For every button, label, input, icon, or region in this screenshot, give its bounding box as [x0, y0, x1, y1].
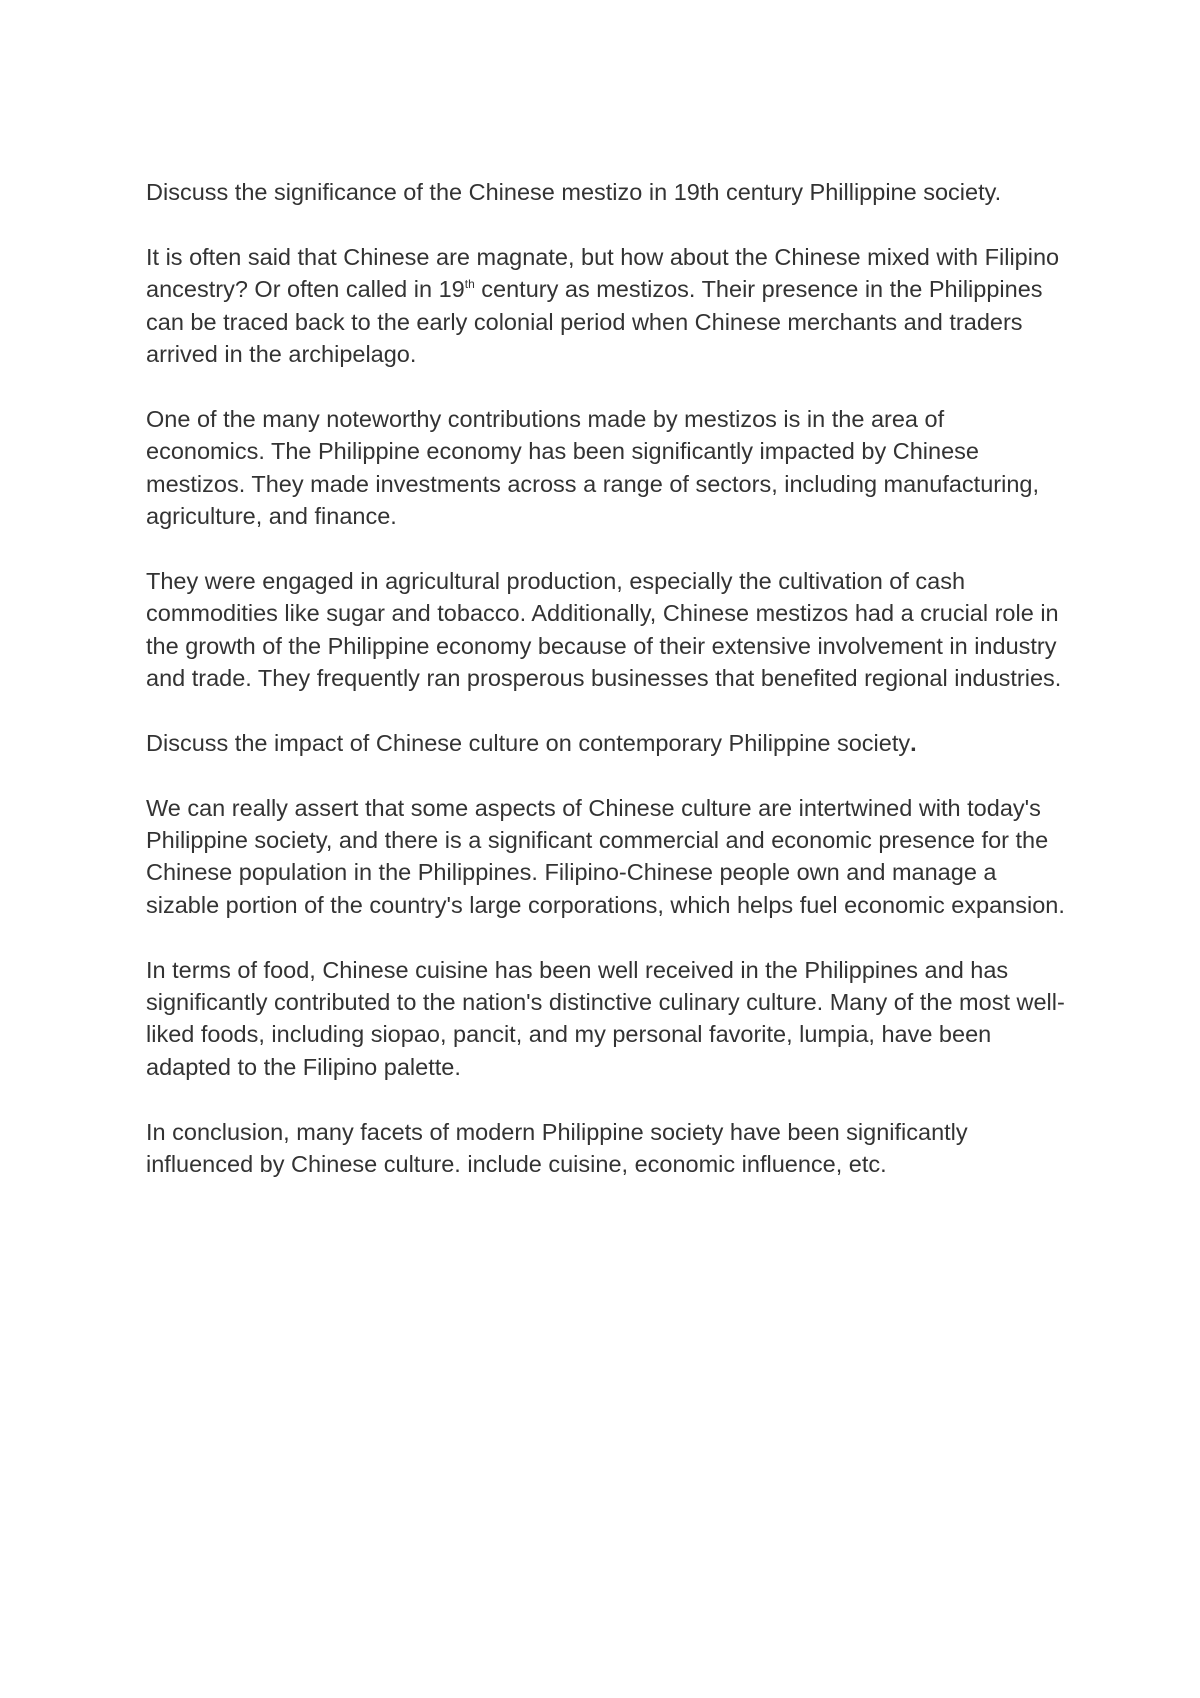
question-heading-2	[146, 727, 1066, 759]
paragraph-intro-text-cont: century as mestizos. Their presence in the Philippines can be traced back to the early colonial period when Chinese merchants and traders arrived in the archipelago.	[146, 276, 1043, 368]
document-body	[146, 176, 1066, 1213]
paragraph-food: In terms of food, Chinese cuisine has been well received in the Philippines and has significantly contributed to the nation's distinctive culinary culture. Many of the most well-liked foods, including siopao, pancit, and my personal favorite, lumpia, have been adapted to the Filipino palette.	[146, 956, 1065, 1080]
paragraph-conclusion: In conclusion, many facets of modern Philippine society have been significantly influenced by Chinese culture. include cuisine, economic influence, etc.	[146, 1118, 968, 1178]
question-heading-1: Discuss the significance of the Chinese mestizo in 19th century Phillippine society.	[146, 179, 1002, 205]
paragraph-commerce: We can really assert that some aspects of Chinese culture are intertwined with today's Philippine society, and there is a significant commercial and economic presence for the Chinese population in the Philippines. Filipino-Chinese people own and manage a sizable portion of the country's large corporations, which helps fuel economic expansion.	[146, 794, 1065, 918]
paragraph-economics: One of the many noteworthy contributions made by mestizos is in the area of economics. The Philippine economy has been significantly impacted by Chinese mestizos. They made investments across a range of sectors, including manufacturing, agriculture, and finance.	[146, 405, 1039, 530]
question-heading-2-text: Discuss the impact of Chinese culture on contemporary Philippine society	[146, 729, 911, 756]
paragraph-intro	[146, 241, 1066, 371]
question-heading-2-period: .	[910, 729, 917, 756]
paragraph-intro-text: It is often said that Chinese are magnate, but how about the Chinese mixed with Filipino ancestry? Or often called in 19	[146, 243, 1060, 303]
paragraph-agriculture: They were engaged in agricultural production, especially the cultivation of cash commodities like sugar and tobacco. Additionally, Chinese mestizos had a crucial role in the growth of the Philippine economy because of their extensive involvement in industry and trade. They frequently ran prosperous businesses that benefited regional industries.	[146, 567, 1062, 692]
ordinal-suffix: th	[464, 277, 475, 292]
